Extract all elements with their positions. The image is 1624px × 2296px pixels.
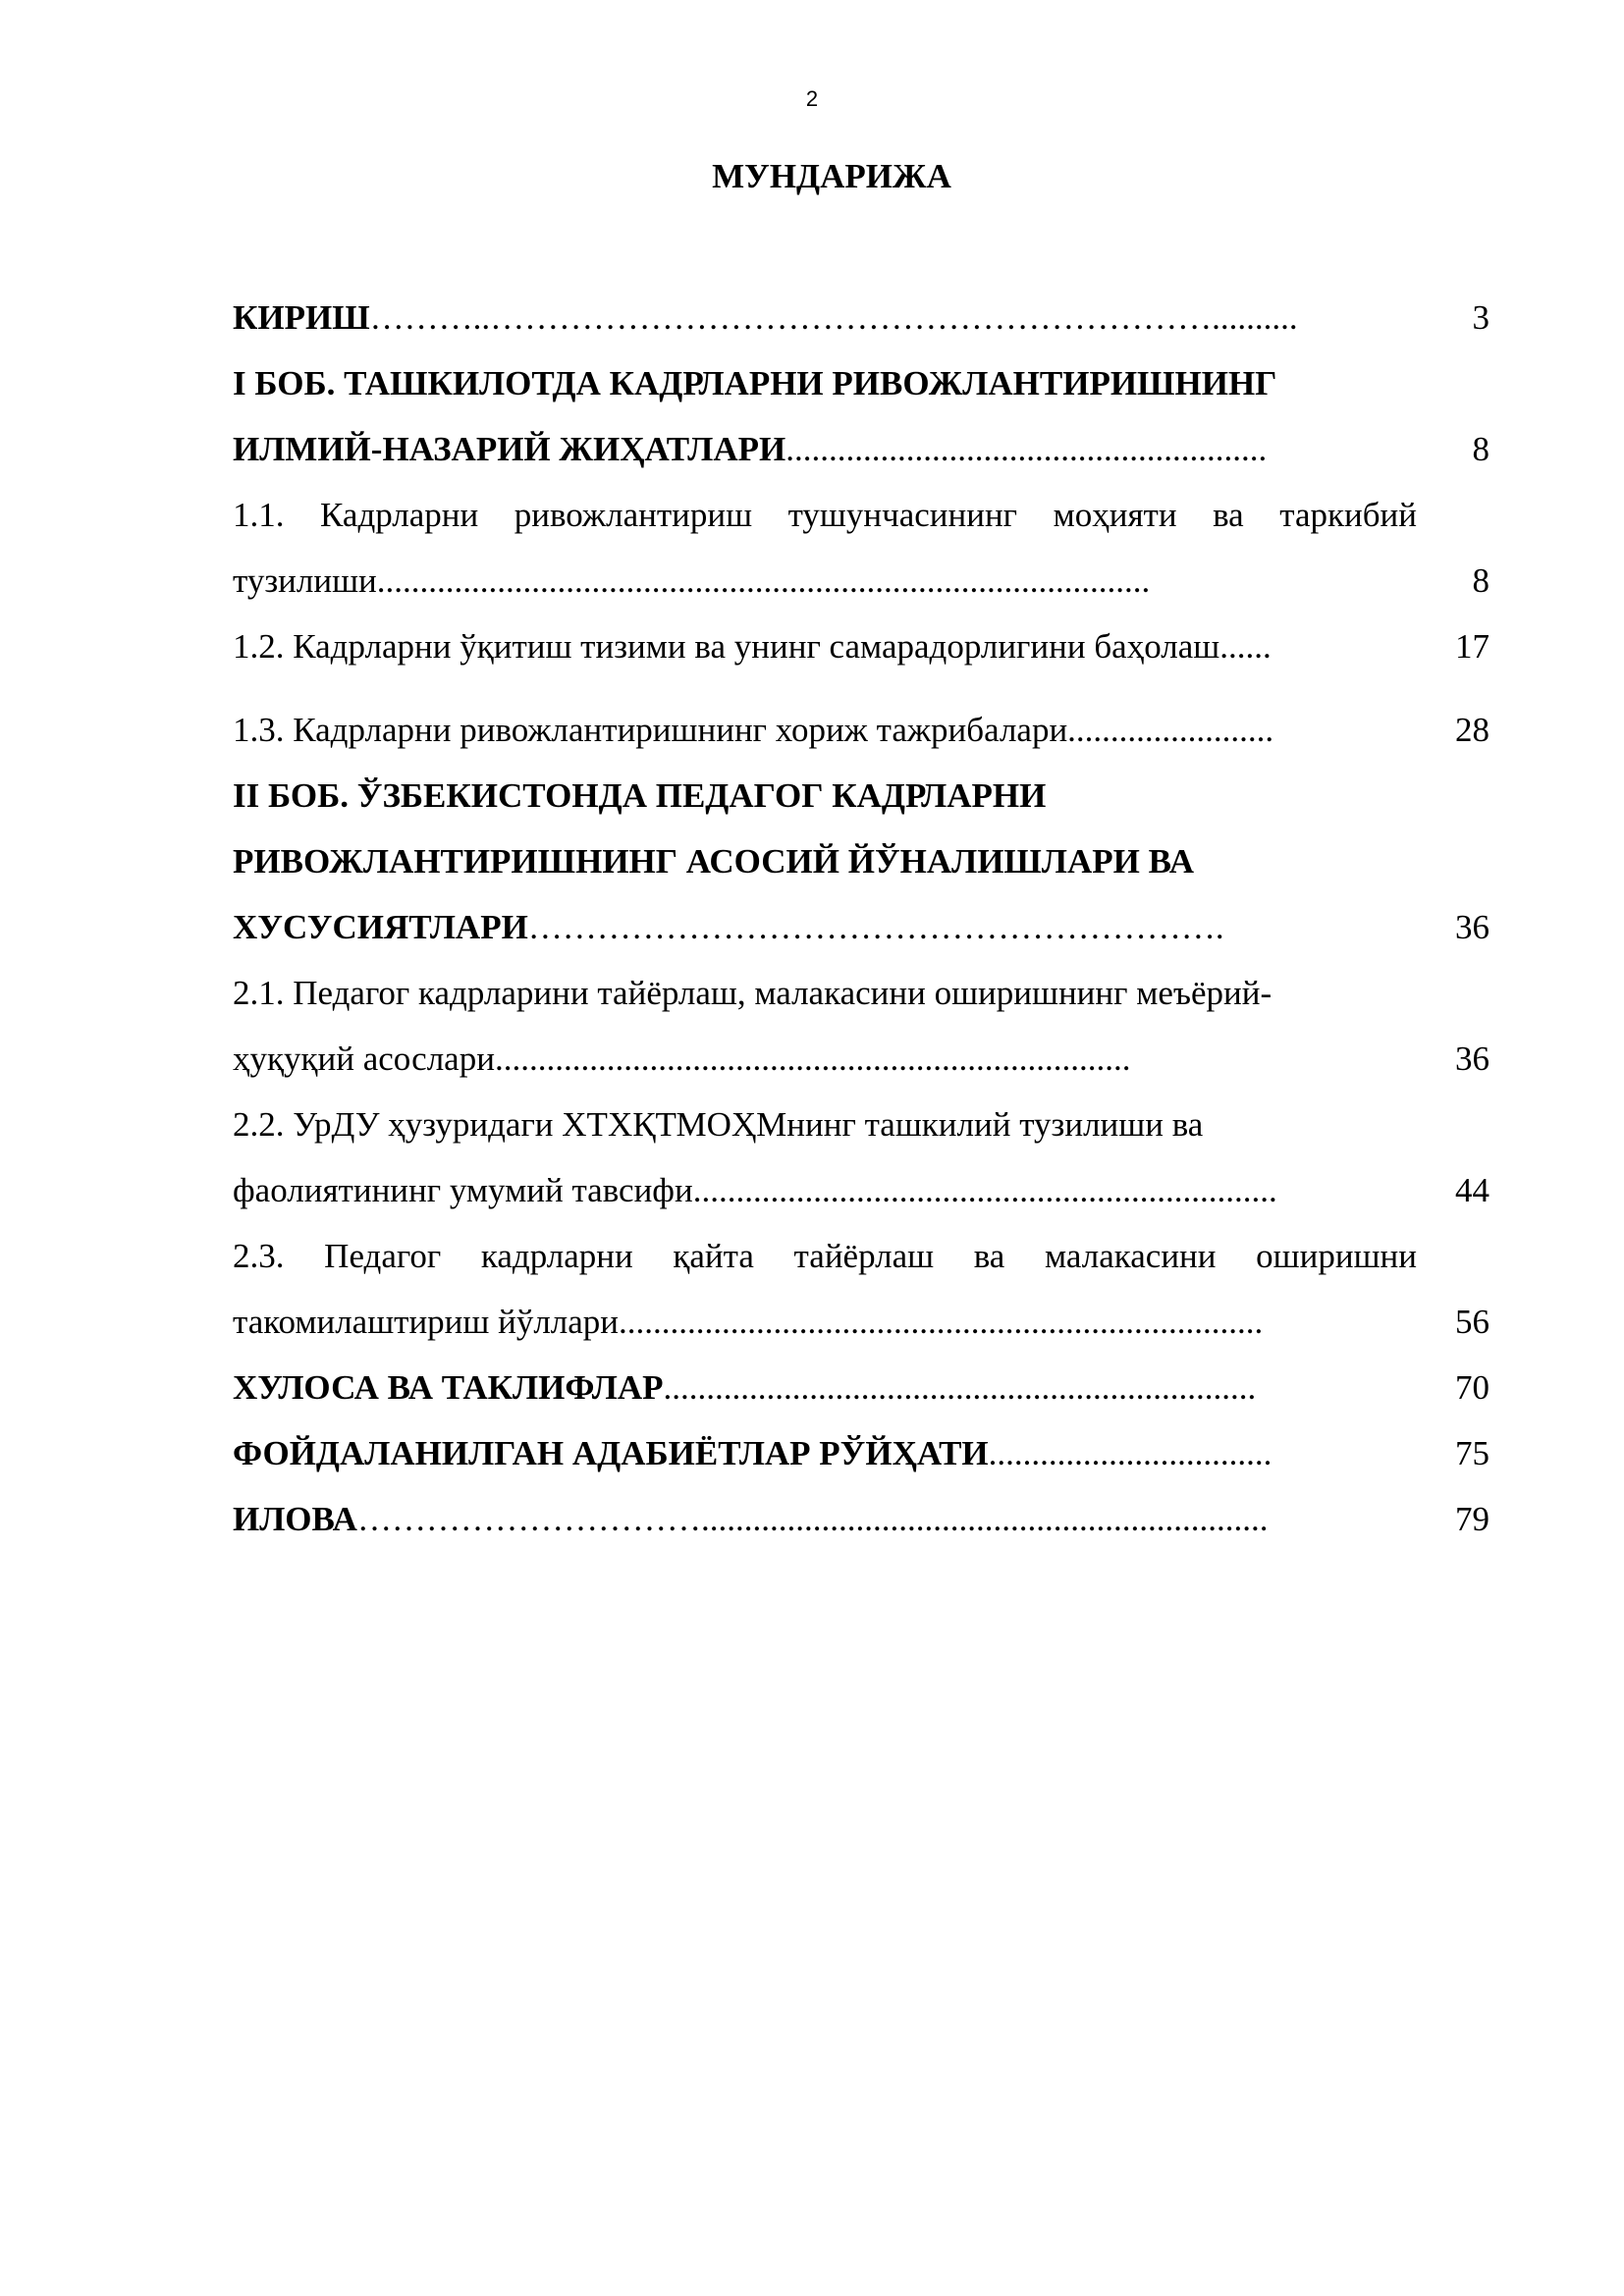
toc-entry-leader: ................................. xyxy=(988,1434,1272,1472)
toc-entry-title: II БОБ. ЎЗБЕКИСТОНДА ПЕДАГОГ КАДРЛАРНИ xyxy=(233,776,1047,815)
toc-entry-title: 2.3. Педагог кадрларни қайта тайёрлаш ва малакасини оширишни xyxy=(233,1237,1417,1275)
toc-entry-leader: ………………………….................................................................. xyxy=(356,1500,1269,1538)
toc-entry-page: 44 xyxy=(1455,1171,1489,1209)
toc-entry-section-2-3-line-2[interactable] xyxy=(233,1289,1489,1355)
toc-entry-title: ҳуқуқий асослари xyxy=(233,1040,495,1078)
toc-entry-conclusion[interactable] xyxy=(233,1355,1489,1420)
toc-entry-leader: .......................................................................................... xyxy=(376,561,1151,600)
toc-entry-section-1-2[interactable] xyxy=(233,614,1489,679)
toc-entry-section-2-2-line-2[interactable] xyxy=(233,1157,1489,1223)
toc-entry-leader: ........................................................................... xyxy=(619,1303,1264,1341)
toc-entry-title: 1.1. Кадрларни ривожлантириш тушунчасининг моҳияти ва таркибий xyxy=(233,496,1417,534)
page-title: МУНДАРИЖА xyxy=(712,157,951,195)
toc-entry-section-1-1-line-2[interactable] xyxy=(233,548,1489,614)
toc-entry-leader: .................................................................... xyxy=(692,1171,1277,1209)
toc-entry-chapter-1-line-2[interactable] xyxy=(233,416,1489,482)
toc-entry-appendix[interactable] xyxy=(233,1486,1489,1552)
toc-entry-leader: ………..……………………………………………………….......... xyxy=(369,298,1298,337)
toc-entry-leader: ..................................................................... xyxy=(663,1368,1257,1407)
toc-entry-section-2-1-line-2[interactable] xyxy=(233,1026,1489,1092)
toc-entry-title: ФОЙДАЛАНИЛГАН АДАБИЁТЛАР РЎЙҲАТИ xyxy=(233,1434,989,1472)
toc-entry-leader: .......................................................................... xyxy=(494,1040,1131,1078)
toc-entry-title: ИЛОВА xyxy=(233,1500,357,1538)
toc-entry-leader: ........................................................ xyxy=(785,430,1268,468)
toc-entry-title: фаолиятининг умумий тавсифи xyxy=(233,1171,693,1209)
toc-entry-leader: ……………………………………………………. xyxy=(527,908,1224,946)
toc-entry-title: ХУЛОСА ВА ТАКЛИФЛАР xyxy=(233,1368,664,1407)
toc-entry-chapter-2-line-2[interactable] xyxy=(233,828,1489,894)
toc-entry-title: такомилаштириш йўллари xyxy=(233,1303,620,1341)
toc-entry-section-1-3[interactable] xyxy=(233,697,1489,763)
toc-entry-title: I БОБ. ТАШКИЛОТДА КАДРЛАРНИ РИВОЖЛАНТИРИШНИНГ xyxy=(233,364,1277,402)
toc-entry-references[interactable] xyxy=(233,1420,1489,1486)
toc-entry-page: 3 xyxy=(1472,298,1489,337)
table-of-contents xyxy=(233,285,1489,1552)
toc-entry-chapter-2-line-3[interactable] xyxy=(233,894,1489,960)
toc-entry-section-2-1-line-1[interactable] xyxy=(233,960,1489,1026)
toc-entry-title: КИРИШ xyxy=(233,298,370,337)
toc-entry-page: 36 xyxy=(1455,1040,1489,1078)
toc-entry-chapter-2-line-1[interactable] xyxy=(233,763,1489,828)
toc-entry-title: 1.3. Кадрларни ривожлантиришнинг хориж тажрибалари xyxy=(233,711,1068,749)
toc-entry-page: 79 xyxy=(1455,1500,1489,1538)
toc-entry-introduction[interactable] xyxy=(233,285,1489,350)
toc-entry-section-1-1-line-1[interactable] xyxy=(233,482,1489,548)
toc-entry-page: 56 xyxy=(1455,1303,1489,1341)
toc-entry-page: 70 xyxy=(1455,1368,1489,1407)
toc-entry-page: 36 xyxy=(1455,908,1489,946)
page-number: 2 xyxy=(805,86,819,111)
toc-entry-section-2-2-line-1[interactable] xyxy=(233,1092,1489,1157)
toc-entry-page: 8 xyxy=(1472,561,1489,600)
toc-entry-title: ИЛМИЙ-НАЗАРИЙ ЖИҲАТЛАРИ xyxy=(233,430,786,468)
toc-entry-title: 2.2. УрДУ ҳузуридаги ХТХҚТМОҲМнинг ташкилий тузилиши ва xyxy=(233,1105,1204,1144)
toc-entry-page: 28 xyxy=(1455,711,1489,749)
toc-entry-chapter-1-line-1[interactable] xyxy=(233,350,1489,416)
toc-entry-leader: ........................ xyxy=(1067,711,1274,749)
toc-entry-leader: ...... xyxy=(1219,627,1272,666)
toc-entry-title: РИВОЖЛАНТИРИШНИНГ АСОСИЙ ЙЎНАЛИШЛАРИ ВА xyxy=(233,842,1194,881)
toc-entry-title: ХУСУСИЯТЛАРИ xyxy=(233,908,528,946)
toc-entry-section-2-3-line-1[interactable] xyxy=(233,1223,1489,1289)
toc-entry-page: 17 xyxy=(1455,627,1489,666)
toc-entry-page: 75 xyxy=(1455,1434,1489,1472)
toc-entry-title: тузилиши xyxy=(233,561,377,600)
toc-entry-page: 8 xyxy=(1472,430,1489,468)
toc-entry-title: 1.2. Кадрларни ўқитиш тизими ва унинг самарадорлигини баҳолаш xyxy=(233,627,1220,666)
toc-entry-title: 2.1. Педагог кадрларини тайёрлаш, малакасини оширишнинг меъёрий- xyxy=(233,974,1272,1012)
